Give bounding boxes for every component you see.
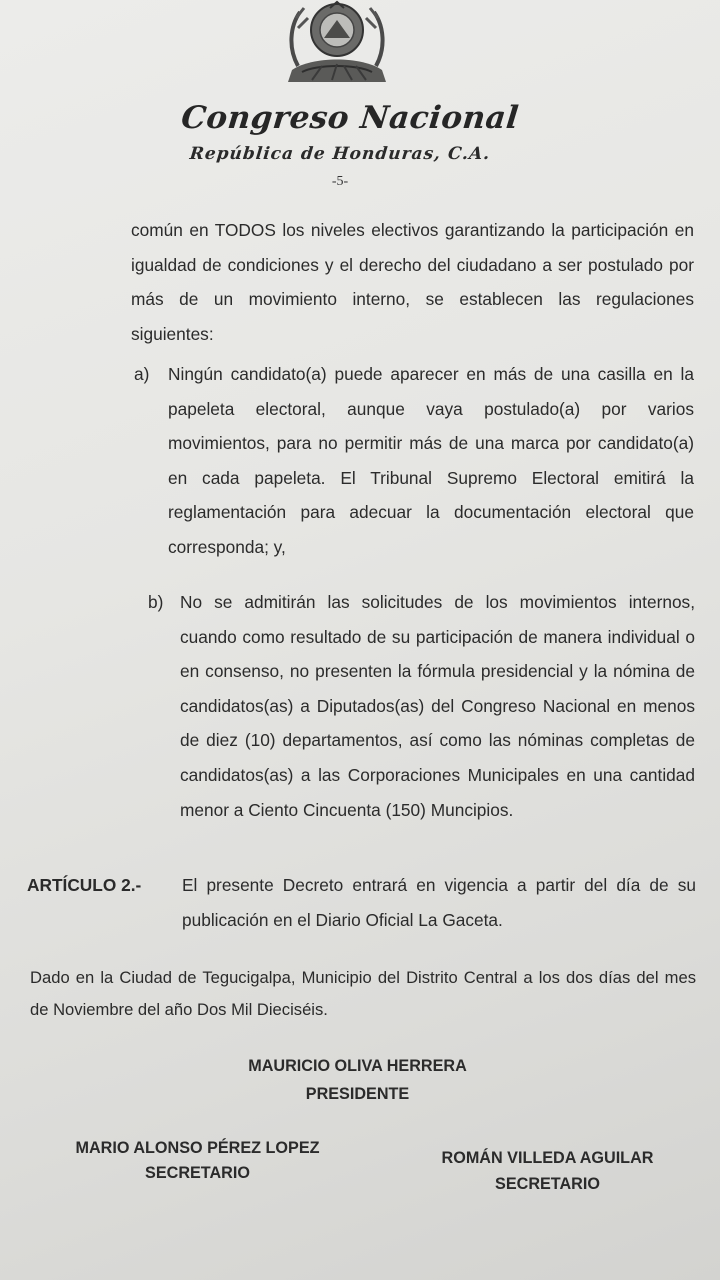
- page-number: -5-: [331, 174, 349, 189]
- article-text: El presente Decreto entrará en vigencia a partir del día de su publicación en el Diario Oficial La Gaceta.: [182, 875, 696, 930]
- item-a-text: Ningún candidato(a) puede aparecer en más de una casilla en la papeleta electoral, aunque vaya postulado(a) por varios movimientos, para no permitir más de una marca por candidato(a) en cada papeleta. El Tribunal Supremo Electoral emitirá la reglamentación para adecuar la documentación electoral que corresponda; y,: [168, 364, 694, 557]
- item-b-marker: b): [148, 592, 164, 612]
- institution-name: Congreso Nacional: [179, 100, 521, 136]
- secretary-left-role: SECRETARIO: [145, 1164, 250, 1182]
- secretary-right-name: ROMÁN VILLEDA AGUILAR: [441, 1149, 654, 1167]
- secretary-right-role: SECRETARIO: [495, 1175, 600, 1193]
- coat-of-arms-icon: [282, 0, 392, 86]
- given-paragraph: Dado en la Ciudad de Tegucigalpa, Municipio del Distrito Central a los dos días del mes de Noviembre del año Dos Mil Dieciséis.: [30, 968, 696, 1019]
- item-a-marker: a): [134, 364, 150, 384]
- article-label: ARTÍCULO 2.-: [27, 875, 142, 895]
- item-b-text: No se admitirán las solicitudes de los movimientos internos, cuando como resultado de su participación de manera individual o en consenso, no presenten la fórmula presidencial y la nómina de candidatos(as) a Diputados(as) del Congreso Nacional en menos de diez (10) departamentos, así como las nóminas completas de candidatos(as) a las Corporaciones Municipales en una cantidad menor a Ciento Cincuenta (150) Muncipios.: [180, 592, 695, 820]
- president-role: PRESIDENTE: [305, 1085, 410, 1103]
- president-name: MAURICIO OLIVA HERRERA: [248, 1057, 467, 1075]
- intro-paragraph: común en TODOS los niveles electivos garantizando la participación en igualdad de condiciones y el derecho del ciudadano a ser postulado por más de un movimiento interno, se establecen las regulaciones siguientes:: [131, 220, 694, 344]
- secretary-left-name: MARIO ALONSO PÉREZ LOPEZ: [75, 1139, 320, 1157]
- country-name: República de Honduras, C.A.: [188, 144, 492, 164]
